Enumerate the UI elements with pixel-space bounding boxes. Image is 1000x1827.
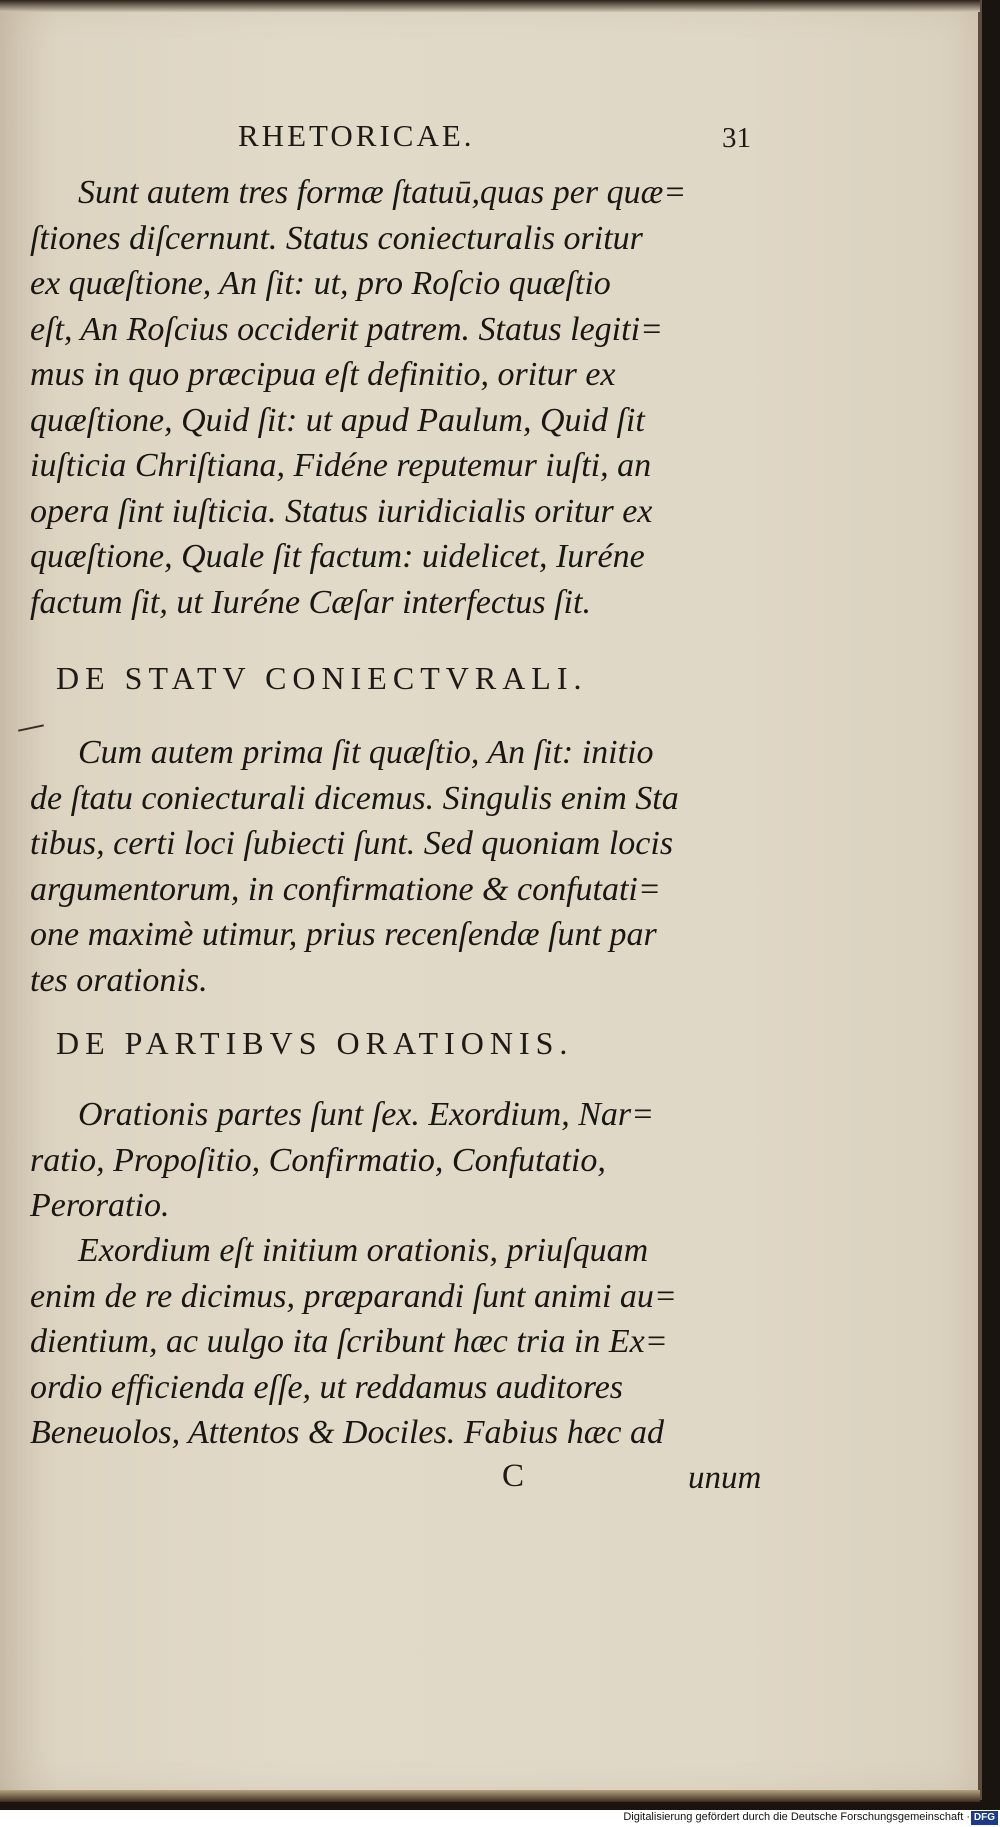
text-line: quæſtione, Quid ſit: ut apud Paulum, Quid ſit xyxy=(30,401,645,439)
text-line: Cum autem prima ſit quæſtio, An ſit: initio xyxy=(78,734,654,771)
text-line: quæſtione, Quale ſit factum: uidelicet, Iuréne xyxy=(30,538,645,575)
paragraph-coniecturali xyxy=(30,730,748,1003)
text-line: ratio, Propoſitio, Confirmatio, Confutatio, xyxy=(30,1141,606,1179)
text-line: tibus, certi loci ſubiecti ſunt. Sed quoniam locis xyxy=(30,825,674,862)
running-head: RHETORICAE. xyxy=(238,118,475,153)
signature-mark: C xyxy=(502,1458,525,1494)
dfg-logo: DFG xyxy=(971,1811,998,1825)
paragraph-status-forms xyxy=(30,170,748,625)
text-line: ordio efficienda eſſe, ut reddamus auditores xyxy=(30,1368,624,1406)
page-top-edge xyxy=(0,0,980,12)
section-heading-partibus: DE PARTIBVS ORATIONIS. xyxy=(56,1025,574,1061)
text-line: one maximè utimur, prius recenſendæ ſunt par xyxy=(30,916,657,953)
paragraph-partes xyxy=(30,1092,748,1229)
text-line: Exordium eſt initium orationis, priuſquam xyxy=(78,1232,649,1269)
text-line: Beneuolos, Attentos & Dociles. Fabius hæc ad xyxy=(30,1414,664,1451)
section-heading-coniecturali: DE STATV CONIECTVRALI. xyxy=(56,660,588,696)
page-bottom-edge xyxy=(0,1790,980,1802)
text-line: ſtiones diſcernunt. Status coniecturalis oritur xyxy=(30,219,643,257)
text-line: dientium, ac uulgo ita ſcribunt hæc tria in Ex= xyxy=(30,1323,668,1360)
text-line: mus in quo præcipua eſt definitio, oritur ex xyxy=(30,356,616,393)
text-line: opera ſint iuſticia. Status iuridicialis oritur ex xyxy=(30,492,653,530)
text-line: de ſtatu coniecturali dicemus. Singulis enim Sta xyxy=(30,779,679,817)
text-line: argumentorum, in confirmatione & confutati= xyxy=(30,870,661,908)
text-line: enim de re dicimus, præparandi ſunt animi au= xyxy=(30,1277,677,1315)
catchword: unum xyxy=(688,1460,762,1496)
text-line: Peroratio. xyxy=(30,1187,170,1224)
text-line: ex quæſtione, An ſit: ut, pro Roſcio quæſtio xyxy=(30,265,611,302)
text-line: factum ſit, ut Iuréne Cæſar interfectus ſit. xyxy=(30,583,591,621)
text-line: Orationis partes ſunt ſex. Exordium, Nar= xyxy=(78,1096,655,1133)
text-line: eſt, An Roſcius occiderit patrem. Status legiti= xyxy=(30,310,663,348)
text-line: Sunt autem tres formæ ſtatuū,quas per quæ= xyxy=(78,174,687,211)
paragraph-exordium xyxy=(30,1228,748,1456)
text-line: tes orationis. xyxy=(30,961,208,999)
page-number: 31 xyxy=(722,122,751,154)
text-line: iuſticia Chriſtiana, Fidéne reputemur iuſti, an xyxy=(30,447,652,484)
footer-credit: Digitalisierung gefördert durch die Deutsche Forschungsgemeinschaft · xyxy=(623,1811,970,1823)
